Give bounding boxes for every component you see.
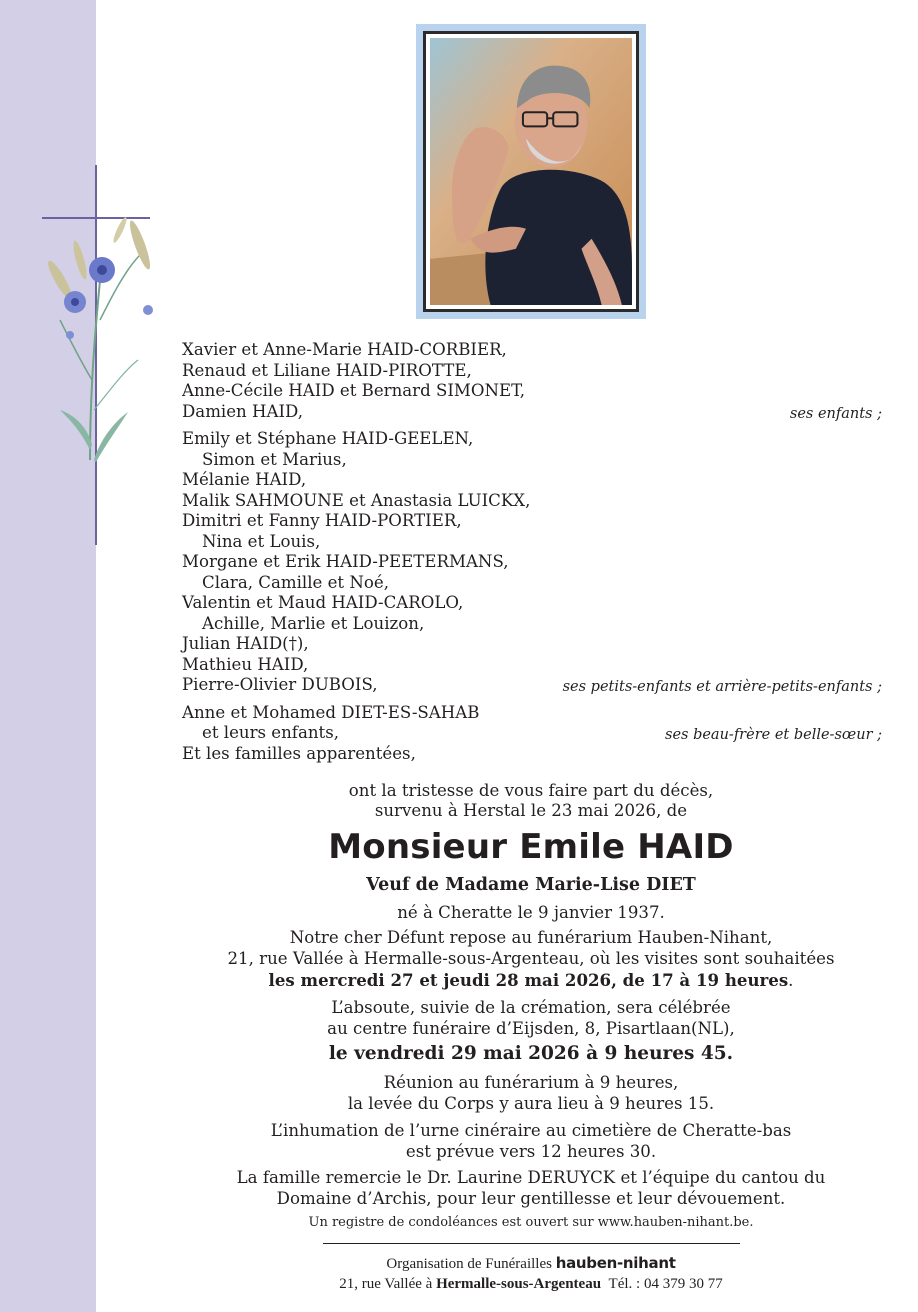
relation-label-children: ses enfants ; [789,405,882,422]
family-member: Anne et Mohamed DIET-ES-SAHAB [182,702,480,722]
thanks-line: La famille remercie le Dr. Laurine DERUYCK et l’équipe du cantou du [236,1168,826,1187]
family-member [182,675,882,696]
family-member: Malik SAHMOUNE et Anastasia LUICKX, [182,490,531,510]
announcement-line: survenu à Herstal le 23 mai 2026, de [374,801,688,820]
family-member: Clara, Camille et Noé, [202,572,389,592]
meeting-line: la levée du Corps y aura lieu à 9 heures 15. [347,1094,715,1113]
footer-street: 21, rue Vallée à [339,1276,433,1292]
rest-line: 21, rue Vallée à Hermalle-sous-Argenteau, où les visites sont souhaitées [227,949,835,968]
burial-line: est prévue vers 12 heures 30. [405,1142,657,1161]
footer-town: Hermalle-sous-Argenteau [436,1276,602,1292]
visits-line: les mercredi 27 et jeudi 28 mai 2026, de 17 à 19 heures. [268,970,794,990]
family-member-name: et leurs enfants, [202,723,339,742]
deceased-name: Monsieur Emile HAID [328,827,734,867]
portrait-frame [416,24,646,319]
footer-divider [323,1243,740,1244]
family-member: Achille, Marlie et Louizon, [202,613,425,633]
widower-line: Veuf de Madame Marie-Lise DIET [366,875,696,895]
family-member: Simon et Marius, [202,449,347,469]
family-member: Julian HAID(†), [182,634,309,653]
thanks-line: Domaine d’Archis, pour leur gentillesse et leur dévouement. [276,1189,786,1208]
family-member: Mélanie HAID, [182,470,307,489]
meeting-line: Réunion au funérarium à 9 heures, [383,1073,679,1092]
footer-phone: Tél. : 04 379 30 77 [608,1276,723,1292]
family-list [182,340,882,764]
portrait-photo [423,31,639,312]
family-member: Anne-Cécile HAID et Bernard SIMONET, [182,381,526,400]
burial-line: L’inhumation de l’urne cinéraire au cimetière de Cheratte-bas [270,1121,792,1140]
birth-line: né à Cheratte le 9 janvier 1937. [397,903,665,922]
cross-with-flowers-icon [30,160,180,560]
family-member: Xavier et Anne-Marie HAID-CORBIER, [182,340,507,359]
announcement-line: ont la tristesse de vous faire part du décès, [348,781,714,800]
ceremony-date: le vendredi 29 mai 2026 à 9 heures 45 [328,1043,727,1064]
visits-dates: les mercredi 27 et jeudi 28 mai 2026, de 17 à 19 heures [268,970,789,990]
condolence-register-line: Un registre de condoléances est ouvert sur www.hauben-nihant.be. [308,1215,754,1230]
family-member: Mathieu HAID, [182,654,309,674]
absoute-line: au centre funéraire d’Eijsden, 8, Pisartlaan(NL), [327,1019,735,1038]
family-member: Emily et Stéphane HAID-GEELEN, [182,429,474,448]
rest-line: Notre cher Défunt repose au funérarium Hauben-Nihant, [289,928,773,947]
family-member [182,723,882,744]
ceremony-line: le vendredi 29 mai 2026 à 9 heures 45. [328,1043,734,1064]
funeral-home-logo: hauben-nihant [555,1254,676,1272]
absoute-line: L’absoute, suivie de la crémation, sera célébrée [331,998,731,1017]
family-member-name: Damien HAID, [182,401,304,421]
footer-address [150,1276,912,1293]
footer-organisation [150,1254,912,1273]
relation-label-inlaws: ses beau-frère et belle-sœur ; [665,727,882,743]
footer-org-label: Organisation de Funérailles [386,1256,552,1272]
family-member: Nina et Louis, [202,531,321,551]
family-member: Renaud et Liliane HAID-PIROTTE, [182,360,472,380]
family-member [182,402,882,423]
family-member: Dimitri et Fanny HAID-PORTIER, [182,511,462,530]
family-member: Morgane et Erik HAID-PEETERMANS, [182,552,509,571]
family-relatives: Et les familles apparentées, [182,743,416,763]
family-member-name: Pierre-Olivier DUBOIS, [182,675,378,694]
relation-label-grandchildren: ses petits-enfants et arrière-petits-enfants ; [562,679,882,695]
family-member: Valentin et Maud HAID-CAROLO, [182,593,464,612]
